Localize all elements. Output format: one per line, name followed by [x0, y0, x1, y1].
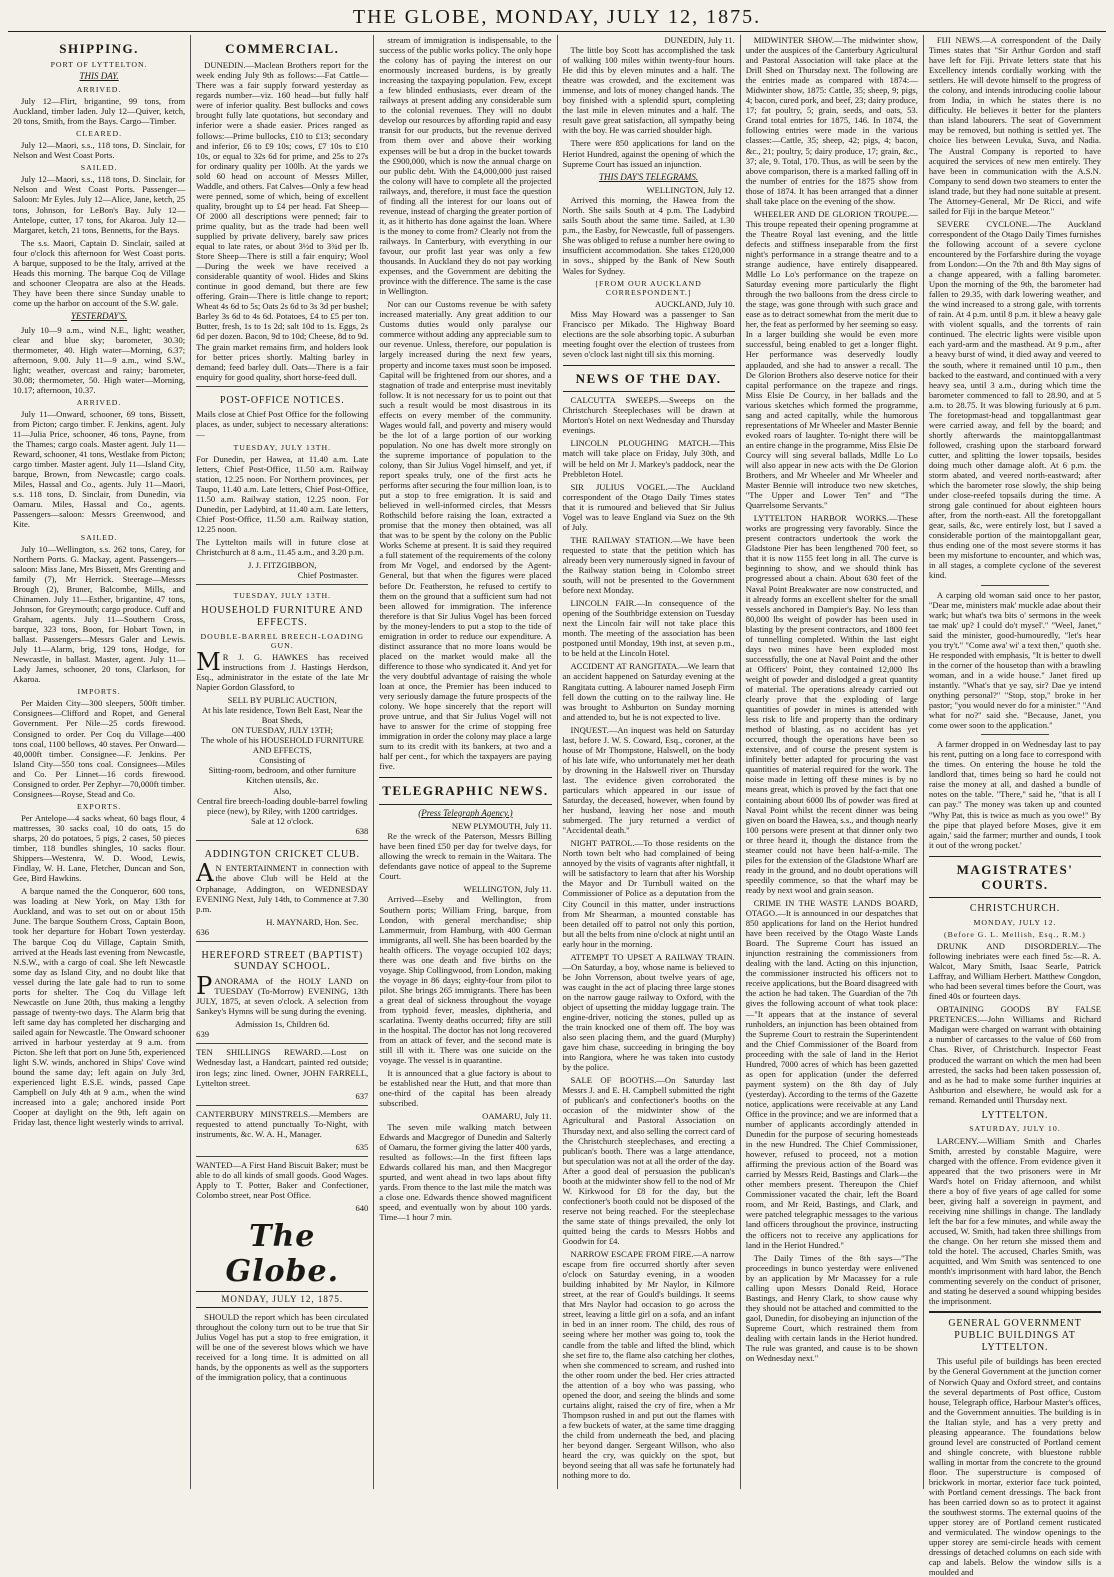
auction-sell: SELL BY PUBLIC AUCTION,	[227, 695, 337, 706]
wellington-text: Arrived—Eseby and Wellington, from Southern ports; William Fring, barque, from London, with general merchandise; ship Lammermuir, from Hamburg, with 400 German immigrants, all well. She has been boarded by the health officers. The voyage occupied 102 days; there was one death and five births on the voyage. Ship Collingwood, from London, making the voyage in 86 days; eighty-four from pilot to pilot. She brings 265 immigrants. There has been a great deal of sickness throughout the voyage from typhoid fever, measles, diphtheria, and scarlatina. Twenty deaths occurred; fifty are still in the hospital. The doctor has not long recovered from an attack of fever, and the second mate is still ill with it. There was one suicide on the voyage. The vessel is in quarantine.	[379, 894, 552, 1066]
column-editorial	[373, 35, 556, 1489]
minstrels-number: 635	[355, 1141, 369, 1152]
exports-heading: EXPORTS.	[77, 801, 122, 811]
wellington-text-2: It is announced that a glue factory is about to be established near the Hutt, and that more than one-third of the capital has been already subscribed.	[379, 1068, 552, 1109]
cricket-body-text: N ENTERTAINMENT in connection with the above Club will be Held at the Orphanage, Addington, on WEDNESDAY EVENING Next, July 14th, to Commence at 7.30 p.m.	[196, 863, 369, 914]
this-day-heading: THIS DAY.	[79, 71, 119, 82]
auction-on: ON TUESDAY, JULY 13TH;	[231, 725, 333, 736]
news-daily-times: The Daily Times of the 8th says—"The proceedings in bunco yesterday were enlivened by an application by Mr Macassey for a rule calling upon Messrs Donald Reid, Horace Bastings, and Henry Clark, to show cause why they should not be attached and committed to the gaol, Dunedin, for disobeying an injunction of the Supreme Court, which restrained them from dealing with certain lands in the Heriot hundred. The rule was granted, and cause is to be shown on Wednesday next."	[745, 1252, 918, 1364]
auction-body-text: R J. G. HAWKES has received instructions from J. Hastings Herdson, Esq., administrator in the estate of the late Mr Napier Gordon Glassford, to	[196, 651, 369, 693]
auction-advert	[196, 584, 368, 836]
auction-consisting: Consisting of	[259, 755, 306, 766]
news-patrol: NIGHT PATROL.—To those residents on the North town belt who had complained of being annoyed by the visits of vagrants after nightfall, it will be satisfactory to learn that after his Worship the Mayor and Dr Turnbull waited on the Commissioner of Police as a deputation from the City Council in this matter, under instructions from Mr Shearman, a mounted constable has been detailed off to patrol not only this portion, but all the belts from nine o'clock at night until an early hour in the morning.	[562, 838, 735, 949]
editorial-lead: SHOULD the report which has been circulated throughout the colony turn out to be true that Sir Julius Vogel has put a stop to free emigration, it will be one of the severest blows which we have received for a long time. It is admitted on all hands, by the opponents as well as the supporters of the immigration policy, that a continuous	[196, 1311, 369, 1383]
divider	[929, 1311, 1101, 1313]
wellington-dateline: WELLINGTON, July 11.	[463, 884, 552, 895]
commercial-heading: COMMERCIAL.	[225, 41, 340, 56]
column-commercial	[190, 35, 373, 1489]
masthead	[0, 0, 1114, 30]
cricket-title: ADDINGTON CRICKET CLUB.	[204, 848, 360, 860]
news-fiji: FIJI NEWS.—A correspondent of the Daily Times states that "Sir Arthur Gordon and staff have left for Fiji. Private letters state that his Excellency intends cordially working with the settlers. He will devote himself to the progress of the colony, and intends introducing coolie labour from India, in which he states there is no difficulty. He believes it better for the planters than island labourers. The seat of Government may be removed, but nothing is settled yet. The choice lies between Levuka, Suva, and Nadia. The Austral Company is reported to have acquired the services of new men entirely. They have been in communication with the A.S.N. Company to send down two steamers to enter the island trade, but they had none suitable at present. The Attorney-General, Mr De Ricci, and wife sailed for Fiji in the barque Meteor."	[928, 35, 1102, 216]
cricket-advert	[196, 840, 368, 937]
post-text: For Dunedin, per Hawea, at 11.40 a.m. Late letters, Chief Post-Office, 11.50 a.m. Railway station, 12.25 noon. For Northern provinces, per Taupo, 11.40 a.m. Late letters, Chief Post-Office, 11.50 a.m. Railway station, 12.25 noon. For Dunedin, per Ladybird, at 11.40 a.m. Late letters, Chief Post-Office, 11.50 a.m. Railway station, 12.25 noon.	[196, 453, 369, 534]
port-heading: PORT OF LYTTELTON.	[50, 60, 148, 70]
wanted-body: WANTED—A First Hand Biscuit Baker; must be able to do all kinds of small goods. Good Wages. Apply to T. Potter, Baker and Confectioner, Colombo street, near Post Office.	[196, 1159, 369, 1200]
auction-number: 638	[355, 825, 369, 836]
post-note: The Lyttelton mails will in future close at Christchurch at 8 a.m., 11.45 a.m., and 3.20 p.m.	[196, 537, 369, 558]
school-title: HEREFORD STREET (BAPTIST) SUNDAY SCHOOL.	[201, 949, 363, 973]
news-waste-lands: CRIME IN THE WASTE LANDS BOARD, OTAGO.—It is announced in our despatches that 850 applications for land on the Heriot hundred have been received by the Otago Waste Lands Board. The Supreme Court has issued an injunction restraining the commissioners from dealing with the land. Acting on this injunction, the commissioner instructed his officers not to receive applications, but the Board disagreed with the action he had taken. The Guardian of the 7th gives the following account of what took place:—"It appears that at the instance of several runholders, an injunction has been obtained from the Supreme Court to restrain the Superintendent and the Chief Commissioner of the Board from proceeding with the sale of land in the Heriot Hundred, 7000 acres of which has been gazetted as open for application (under the deferred payment system) on the 8th day of July (yesterday). According to the terms of the Gazette notice, applications were receivable at any Land Office in the province; and we are informed that a number of applicants accordingly attended in Dunedin for the purpose of securing homesteads in the new Hundred. The Chief Commissioner, however, refused to proceed, not a motion affirming the previous action of the Board was carried by Messrs Reid, Bastings and Clark—the other members present. Thereupon the Chief Commissioner vacated the chair, left the Board room, and Mr Reid, Bastings, and Clark, and were patched telegraphic messages to the various land officers throughout the province, instructing the officers not to receive any applications for land in the Heriot Hundred."	[745, 897, 918, 1250]
post-date: TUESDAY, JULY 13TH.	[233, 442, 332, 452]
minstrels-body: CANTERBURY MINSTRELS.—Members are requested to attend punctually To-Night, with instruments, &c. W. A. H., Manager.	[196, 1108, 369, 1139]
court-drunk: DRUNK AND DISORDERLY.—The following inebriates were each fined 5s:—R. A. Walcot, Mary Smith, Isaac Searle, Patrick Laffray, and William Herbert. Matthew Congdon, who had been several times before the Court, was fined 40s or fourteen days.	[928, 941, 1102, 1002]
news-troupe: WHEELER AND DE GLORION TROUPE.—This troupe repeated their opening programme at the Theatre Royal last evening, and the little defects and stiffness inseparable from the first night's performance in a strange theatre and to a strange audience, have entirely disappeared. Mdlle Lo Lo's performance on the trapeze on Saturday evening more particularly the flight through the two balloons from the dress circle to the stage, was gone through with such grace and ease as to detract somewhat from the merit due to her, the feat as performed by her seeming so easy. In a larger building she would be even more successful, being enabled to get a longer flight. Her performance was deservedly loudly applauded, and she had to answer a recall. The De Glorion Brothers also deserve notice for their capital performance on the trapeze and rings. Miss Elsie De Courcy, in her ballads and the various sketches which formed the programme, sang and acted capitally, while the humorous representations of Mr Wheeler and Master Bennie evoked roars of laughter. To-night there will be an entire change in the programme, Miss Elsie De Courcy will sing several ballads, Mdlle Lo Lo will also appear in new acts with the De Glorion Brothers, and Mr Wheeler and Mr Wheeler and Master Bennie will introduce two new sketches, "The Upper and Lower Ten" and "The Quarrelsome Servants."	[745, 208, 918, 511]
imports-text: Per Maiden City—300 sleepers, 500ft timber. Consignees—Clifford and Ropet, and General Government. Per Nile—25 cords firewood. Consigned to order. Per Coq du Village—400 tons coal, 1100 bellows, 40 staves. Per Onward—40,000ft timber. Consignee—F. Jenkins. Per Island City—550 tons coal. Consignees—Miles and Co. Per Linnet—16 cords firewood. Consigned to order. Per Zephyr—70,000ft timber. Consignees—Royse, Stead and Co.	[13, 698, 186, 799]
separator	[981, 585, 1050, 586]
market-report: DUNEDIN.—Maclean Brothers report for the week ending July 9th as follows:—Fat Cattle—There was a fair supply forward yesterday as regards number—viz. 160 head—but fully half were of inferior quality. Best bullocks and cows brought fully late quotations, but secondary and inferior were a shade easier. Prices ranged as follows:—Prime bullocks, £10 to £13; secondary and inferior, £6 to £9 10s; cows, £7 10s to £10 10s, or equal to 32s 6d for prime, and 25s to 27s for ordinary quality per 100lb. At the yards we sold 60 head on account of Messrs Miller, Waddle, and others. Fat Calves—Only a few head were penned, some of which, being of excellent quality, brought up to £4 per head. Fat Sheep—Of 2000 all descriptions were penned; fair to prime quality, but as the trade had been well supplied by private delivery, barely saw prices equal to late rates, or about 3½d to 3¾d per lb. Store Sheep—There is still a fair enquiry; Wool—During the week we have received a considerable quantity of wool. Hides and Skins continue in good demand, but there are few offering. Grain—There is little change to report; Wheat 4s 6d to 5s; Oats 2s 6d to 3s 3d per bushel; Barley 3s 6d to 4s 6d. Potatoes, £4 to £5 per ton. Butter, fresh, 1s to 1s 2d; salt 10d to 1s. Eggs, 2s 6d per dozen. Bacon, 9d to 10d; Cheese, 8d to 9d. The grain market remains firm, and holders look for better prices shortly. Malting barley in demand; feed barley dull. Oats—There is a fair enquiry for good quality, short horse-feed dull.	[196, 60, 369, 382]
magistrates-heading: MAGISTRATES' COURTS.	[929, 856, 1101, 898]
school-advert	[196, 941, 368, 1040]
dropcap-p: P	[196, 972, 213, 1001]
masthead-title: THE GLOBE, MONDAY, JULY 12, 1875.	[352, 6, 762, 28]
todays-telegrams-heading: THIS DAY'S TELEGRAMS.	[599, 171, 699, 182]
wanted-advert	[196, 1156, 368, 1213]
news-fair: LINCOLN FAIR.—In consequence of the opening of the Southbridge extension on Tuesday next the Lincoln fair will not take place this month. The meeting of the association has been postponed until Monday, 19th inst, at seven p.m., to be held at the Lincoln Hotel.	[562, 598, 735, 659]
shipping-news: A barque named the the Conqueror, 600 tons, was loading at New York, on May 13th for Auckland, and was to set out on or about 15th June. The barque Southern Cross, Captain Boon, took her departure for Hobart Town yesterday. The barque Coq du Village, Captain Smith, arrived at the Heads last evening from Newcastle, N.S.W., with a cargo of coal. She left Newcastle some day as Island City, and no doubt like that vessel during the late gale had to run to some ports for shelter. The Coq du Village left Newcastle on June 20th, thus making a lengthy passage of twenty-two days. The Alarm brig that left same day has completed her discharging and sailed again for Newcastle. The Onward schooner arrived in harbour yesterday at 9 a.m. from Picton. She left that port on June 5th, experienced light S.W. winds, anchored in Ships' Cove wind bound the same day; left again on July 3rd, experienced light E.S.E. winds, passed Cape Campbell on July 4th at 9 a.m., when the wind increased into a gale; anchored inside Port Cooper at daylight on the 9th, left again on Friday last, thence light westerly winds to arrival.	[13, 886, 186, 1128]
auckland-text: Miss May Howard was a passenger to San Francisco per Mikado. The Highway Board elections are the sole absorbing topic. A suburban meeting fought over the election of trustees from seven o'clock last night till six this morning.	[562, 308, 735, 359]
news-upset: ATTEMPT TO UPSET A RAILWAY TRAIN.—On Saturday, a boy, whose name is believed to be John Vorrenson, about twelve years of age, was caught in the act of placing three large stones on the narrow gauge railway to Oxford, with the object of upsetting the midday luggage train. The engine-driver, noticing the stones, pulled up as the train knocked one of them off. The boy was also seen placing them, and the guard (Murphy) gave him chase, succeeding in bringing the boy into Rangiora, where he was taken into custody by the police.	[562, 951, 735, 1073]
news-sweeps: CALCUTTA SWEEPS.—Sweeps on the Christchurch Steeplechases will be drawn at Morton's Hotel on next Wednesday and Thursday evenings.	[562, 395, 735, 436]
newspaper-columns	[8, 35, 1106, 1577]
wanted-number: 640	[355, 1203, 369, 1214]
auckland-dateline: AUCKLAND, July 10.	[654, 298, 735, 309]
auction-time: Sale at 12 o'clock.	[250, 815, 314, 826]
cleared-text: July 12—Maori, s.s., 118 tons, D. Sinclair, for Nelson and West Coast Ports.	[13, 140, 186, 161]
auction-whole: The whole of his HOUSEHOLD FURNITURE AND EFFECTS,	[200, 735, 364, 756]
reward-number: 637	[355, 1090, 369, 1101]
auction-sub: DOUBLE-BARREL BREECH-LOADING GUN.	[200, 631, 364, 650]
yesterday-sailings: July 10—Wellington, s.s. 262 tons, Carey, for Northern Ports. G. Mackay, agent. Passengers—saloon: Miss Jane, Mrs Bissett, Mrs Grenting and family (7), Mr Herrick. Steerage—Messrs Brough (2), Bruner, Balcombe, Mills, and Chinamen. July 11—Esther, brigantine, 47 tons, Johnson, for Greymouth; cargo produce. Cuff and Graham, agents. July 11—Southern Cross, barque, 323 tons, Boon, for Hobart Town, in ballast. Passengers—Messrs Galer and Lewis. July 11—Alarm, brig, 129 tons, Hodge, for Newcastle, in ballast. Master, agent. July 11—Lady James, schooner, 20 tons, Clarkson, for Akaroa.	[13, 543, 186, 685]
column-misc	[923, 35, 1106, 1577]
auckland-correspondent: [FROM OUR AUCKLAND CORRESPONDENT.]	[595, 278, 702, 297]
arrived-heading: ARRIVED.	[76, 84, 122, 94]
post-office-notice	[196, 386, 368, 581]
oamaru-text: The seven mile walking match between Edwards and Macgregor of Dunedin and Salterly of Oamaru, the former giving the latter 400 yards, resulted as follows:—In the first fifteen laps Edwards collared his man, and then Macgregor spurted, and went ahead in two laps about fifty yards. From thence to the last mile the match was a close one. Edwards thence showed magnificent speed, and eventually won by about 100 yards. Time—1 hour 7 min.	[379, 1121, 552, 1222]
exports-text: Per Antelope—4 sacks wheat, 60 bags flour, 4 mattresses, 30 sacks coal, 10 do oats, 15 do sharps, 20 do potatoes, 5 pigs, 2 cases, 50 pieces timber, 118 bundles shingles, 10 sacks flour. Shippers—Westenra, W. D. Wood, Lewis, Findlay, W. H. Lane, Fletcher, Duncan and Son, Gee, Bird Hawkins.	[13, 812, 186, 884]
minstrels-advert	[196, 1105, 368, 1152]
sailed-heading: SAILED.	[80, 163, 118, 173]
news-booths: SALE OF BOOTHS.—On Saturday last Messrs J. and E. H. Campbell submitted the right of publican's and confectioner's booths on the occasion of the midwinter show of the Agricultural and Pastoral Association on Thursday next, and also selling the correct card of the Christchurch steeplechases, and erecting a publican's booth. There was a large attendance, but speculation was not at all the order of the day. After a good deal of persuasion the publican's booth at the midwinter show fell to the nod of Mr W. Kirkwood for £8 for the day, but the confectioner's booth could not be disposed of the reserve not being reached. For the steeplechase the same state of things prevailed, the only lot quitted being the cards to Messrs Hobbs and Goodwin for £4.	[562, 1075, 735, 1247]
anecdote-farmer: A farmer dropped in on Wednesday last to pay his rent, putting on a long face to correspond with the times. On entering the house he told the landlord that, times being so hard he could not raise the money at all, and dashed a bundle of notes on the table. "There," said he, "that is all I can pay." The money was taken up and counted "Why Pat, this is twice as much as you owe!" By the pipe that played before Moses, give it em again,' said the farmer; murther and ounds, I took it out of the wrong pocket.'	[928, 739, 1102, 850]
yesterdays-heading: YESTERDAY'S.	[70, 311, 128, 321]
separator	[981, 734, 1050, 735]
shipping-notes: The s.s. Maori, Captain D. Sinclair, sailed at four o'clock this afternoon for West Coast ports. A barque, supposed to be the Italy, arrived at the Heads this morning. The barque Coq de Village and schooner Cleopatra are also at the Heads. They have been there since Sunday unable to come up the harbor on account of the S.W. gale.	[13, 237, 186, 308]
dropcap-m: M	[196, 647, 221, 676]
column-shipping	[8, 35, 190, 1489]
auction-title: HOUSEHOLD FURNITURE AND EFFECTS.	[201, 605, 364, 628]
post-signature-title: Chief Postmaster.	[297, 570, 359, 581]
christchurch-before: (Before G. L. Mellish, Esq., R.M.)	[944, 929, 1086, 939]
dunedin-text-2: There were 850 applications for land on the Heriot Hundred, against the opening of which the Supreme Court has issued an injunction.	[562, 138, 735, 169]
court-larceny: LARCENY.—William Smith and Charles Smith, arrested by constable Maguire, were charged with the offence. From evidence given it appeared that the two prisoners were in Mr Ward's hotel on Friday afternoon, and whilst there a boy of five years of age called for some beer, giving half a sovereign in payment, and receiving nine shillings in change. The landlady left the bar for a few minutes, and while away the accused, W. Smith, had taken three shillings from the change. On her return she missed them and told the hotel. The accused, Charles Smith, was acquitted, and Wm Smith was sentenced to one month's imprisonment with hard labor, the Bench commenting severely on the conduct of prisoner, and stating he deserved a sound whipping besides the imprisonment.	[928, 1135, 1102, 1307]
news-of-the-day-heading: NEWS OF THE DAY.	[563, 365, 735, 392]
post-heading: POST-OFFICE NOTICES.	[219, 394, 345, 406]
imports-heading: IMPORTS.	[77, 687, 121, 697]
oamaru-dateline: OAMARU, July 11.	[482, 1111, 552, 1122]
anecdote-woman: A carping old woman said once to her pastor, "Dear me, ministers mak' muckle adae about their wark; but what's twa bits o' sermons in the week tae mak' up? I could do't mysel'." "Weel, Janet," said the minister, good-humouredly, "let's hear you try't." "Come awa' wi' a text then," quoth she. He responded with emphasis, "It is better to dwell in the corner of the housetop than with a brawling woman, and in a wide house." Janet fired up instantly. "What's that ye say, sir? Dae ye intend onything personal?" "Stop, stop," broke in her pastor; "you would never do for a minister." "And what for no?" said she. "Because, Janet, you come ower soon to the application."	[928, 589, 1102, 731]
column-news	[557, 35, 740, 1489]
auction-date: TUESDAY, JULY 13TH.	[233, 591, 332, 601]
auction-place: At his late residence, Town Belt East, Near the Boat Sheds,	[201, 705, 363, 726]
dunedin-text: The little boy Scott has accomplished the task of walking 100 miles within twenty-four hours. He did this by eleven minutes and a half. The theatre was crowded, and the excitement was immense, and lots of money changed hands. The boy finished with a splendid spurt, completing the last mile in eleven minutes and a half. The result gave great satisfaction, all sympathy being with the boy. He was carried shoulder high.	[562, 45, 735, 136]
gov-buildings-text: This useful pile of buildings has been erected by the General Government at the junction corner of Norwich Quay and Oxford street, and contains the several departments of Post office, Custom house, Telegraph office, Harbour Master's offices, and the Government annuities. The building is in the Italian style, and has a very pretty and pleasing appearance. The foundations below ground level are constructed of Portland cement and shingle concrete, with bluestone rubble walling in mortar from the concrete to the ground floor. The superstructure is composed of brickwork in mortar, exterior face tuck pointed, with Portland cement dressings. The back front has been carried down so as to protect it against the southwest storms. The external quoins of the upper storey are of Portland cement rusticated and vermiculated. The window openings to the upper storey are semi-circle heads with cement dressings of detached columns on each side with cap and labels. Below the window sills is a moulded and	[928, 1356, 1102, 1577]
new-plymouth-text: Re the wreck of the Paterson, Messrs Billing have been fined £50 per day for twelve days, for allowing the wreck to remain in the Waitara. The defendants gave notice of appeal to the Supreme Court.	[379, 831, 552, 882]
auction-gun: Central fire breech-loading double-barrel fowling piece (new), by Riley, with 1200 cartridges.	[197, 795, 368, 816]
new-plymouth-dateline: NEW PLYMOUTH, July 11.	[451, 821, 552, 832]
lyttelton-date: SATURDAY, JULY 10.	[969, 1124, 1061, 1134]
editorial-text-1: stream of immigration is indispensable, to the success of the public works policy. The only hope the colony has of paying the interest on our enormously increased burdens, is by greatly increasing the taxpaying population. Few, except a few blinded enthusiasts, ever dream of the railways at present adding any considerable sum to the colonial revenues. They will no doubt develop our resources by affording rapid and easy transit for our products, but the revenue derived from them over and above their working expenses will be but a drop in the bucket towards the £900,000, which is now the annual charge on our public debt. With the £4,000,000 just raised the colony will have to complete all the projected railways, and, therefore, it must face the question of finding all the interest for our loans out of revenue, instead of charging the greater portion of it, as it hitherto has done against the loan. Where is the money to come from? Clearly not from the railways. In Canterbury, with everything in our favour, our profit last year was only a few thousands. In Auckland they do not pay working expenses, and the Government are debiting the province with the difference. The same is the case in Wellington.	[379, 35, 552, 297]
news-escape: NARROW ESCAPE FROM FIRE.—A narrow escape from fire occurred shortly after seven o'clock on Saturday evening, in a wooden building inhabited by Mr Naylor, in Kilmore street, at the rear of Gould's buildings. It seems that Mrs Naylor had occasion to go across the street, leaving a little girl on a sofa, and an infant in bed in an inner room. The child, des rous of seeing where her mother was going to, took the candle from the table and lifted the blind, which she set fire to, the flame also catching her clothes, when she commenced to scream, and rushed into the other room under the bed. Her cries attracted the attention of a boy who was passing, who opened the door, and seeing the blinds and some curtains alight, raised the cry of fire, when a Mr Thompson rushed in and put out the flames with a few buckets of water, at the same time dragging the child from underneath the bed, and placing her beyond danger. Sergeant Willson, who also heard the cry, was quickly on the spot, but beyond seeing that all was safe he fortunately had nothing more to do.	[562, 1249, 735, 1481]
column-news-continued	[740, 35, 923, 1489]
shipping-heading: SHIPPING.	[59, 41, 139, 56]
post-intro: Mails close at Chief Post Office for the following places, as under, subject to necessary alterations:—	[196, 409, 369, 440]
editorial-text-2: Nor can our Customs revenue be with safety increased materially. Any great addition to our Customs duties would only paralyse our commerce without adding any appreciable sum to our revenue. Unless, therefore, our population is largely increased during the next few years, property and income taxes must soon be imposed. Capital will be frightened from our shores, and a stagnation of trade and enterprise must inevitably follow. It is not necessary for us to point out that such a result would be most disastrous in its effects on every member of the community. Wages would fall, and poverty and misery would be the lot of a large portion of our working population. No one has dwelt more strongly on the supreme importance of population to the colony, than Sir Julius Vogel himself, and yet, if report speaks truly, one of the first acts he performs after securing the four million loan, is to put a stop to free emigration. It is said and believed in well-informed circles, that Messrs Rothschild before raising the loan, extracted a promise that the money then obtained, was all that was to be spent by the colony on the Public Works Scheme at present. It is said they required a full statement of the requirements of the colony from Mr Vogel, and endorsed by the Agent-General, but that when the figures were placed before Dr. Featherston, he refused to certify to them on the ground that a sufficient sum had not been allowed for immigration. The inference therefore is that Sir Julius Vogel has been forced by the money-lenders to put a stop to the tide of emigration in order to reduce our expenditure. A distinct assurance that no more loans would be placed on the market would make all the difference to those who syndicated it. And yet for the very doubtful advantage of raising the whole loan at once, the Premier has been induced to very seriously damage the future prospects of the colony. We hope sincerely that the report will prove untrue, and that Sir Julius Vogel will not have to answer for the crime of stopping free immigration in order the colony may place a large sum to its credit with its bankers, at two and a half per cent., for which the taxpayers are paying five.	[379, 299, 552, 772]
news-harbor: LYTTELTON HARBOR WORKS.—These works are progressing very favorably. Since the present contractors undertook the work the Gladstone Pier has been lengthened 700 feet, so that it is now 1155 feet long in all. The curve is beginning to show, and we should think has progressed about a chain. About 630 feet of the Naval Point Breakwater are now constructed, and it already forms an excellent shelter for the small vessels anchored in Dampier's Bay. No less than 80,000 lbs weight of powder has been used in blasting by the present contractors, and 1800 feet of tunnelling completed. Within the last eight days two mines have been exploded most successfully, the one at Naval Point and the other at Officers' Point, they contained 12,000 lbs weight of powder and dislodged a great quantity of material. The operations already carried out clearly prove that the exploding of large quantities of powder in mines is attended with less risk to life and property than the ordinary method of blasting, as no accident has yet occurred, though the operations have been so extensive, and of course the present system is infinitely better adapted for procuring the vast quantities of material required for the work. The noise made in letting off these mines is by no means great, which is proved by the fact that one containing about 6000 lbs of powder was fired at Naval Point whilst the recent dinner was being given on board the Hawea, s.s., and though nearly 100 persons were present at that dinner only two or three heard it, though the distance from the steamer could not have been half-a-mile. The piles for the extension of the Gladstone Wharf are ready in the ground, and no doubt operations will speedily commence, so that the wharf may be ready by next wool and grain season.	[745, 513, 918, 895]
yesterday-sailed-heading: SAILED.	[80, 532, 118, 542]
cricket-body	[196, 859, 369, 914]
wellington-telegram: Arrived this morning, the Hawea from the North. She sails South at 4 p.m. The Ladybird sails South about the same time. Sailed, at 1.30 p.m., the Easby, for Newcastle, full of passengers. She was obliged to refuse a number here owing to insufficient accommodation. She takes £120,000 in sovs., shipped by the Bank of New South Wales for Sydney.	[562, 195, 735, 276]
wellington-dateline-2: WELLINGTON, July 12.	[646, 185, 735, 196]
school-body-text: ANORAMA of the HOLY LAND on TUESDAY (To-Morrow) EVENING, 13th JULY, 1875, at seven o'clock. A selection from Sankey's Hymns will be sung during the evening.	[196, 976, 369, 1017]
dropcap-a: A	[196, 859, 214, 888]
reward-advert	[196, 1043, 368, 1100]
gov-buildings-heading: GENERAL GOVERNMENT PUBLIC BUILDINGS AT LYTTELTON.	[948, 1318, 1082, 1353]
reward-body: TEN SHILLINGS REWARD.—Lost on Wednesday last, a Handcart, painted red outside; iron legs; zinc lined. Owner, JOHN FARRELL, Lyttelton street.	[196, 1047, 369, 1088]
arrivals-text: July 12—Flirt, brigantine, 99 tons, from Auckland, timber laden. July 12—Quiver, ketch, 20 tons, Smith, from the Bays. Cargo—Timber.	[13, 95, 186, 127]
masthead-rule	[8, 31, 1106, 32]
yesterday-weather: July 10—9 a.m., wind N.E., light; weather, clear and blue sky; barometer, 30.30; thermometer, 40. High water—Morning, 6.37; afternoon, 9.00. July 11—9 a.m., wind S.W., light; weather, overcast and rainy; barometer, 30.08; thermometer, 50. High water—Morning, 10.17; afternoon, 10.37.	[13, 324, 186, 395]
school-body	[196, 972, 369, 1017]
news-cyclone: SEVERE CYCLONE.—The Auckland correspondent of the Otago Daily Times furnishes the following account of a severe cyclone encountered by the Forfarshire during the voyage from London:—On the 7th and 8th May signs of a change appeared, with a falling barometer. Upon the morning of the 9th, the barometer had fallen to 29.35, with dark lowering weather, and the wind increased to a strong gale, with torrents of rain. At 4 p.m. until 8 p.m. it blew a heavy gale with violent squalls, and the torrents of rain continued. The electric lights were visible upon each yard-arm and the masthead. At 9 p.m., after a heavy burst of wind, it died away and veered to the south, where it remained until 10 p.m., then backed to the eastward, and continued with a very heavy sea, until 3 a.m., during which time the barometer commenced to fall to 28.90, and at 5 a.m. to 28.75. It was blowing furiously at 6 p.m. The foretopmast-head and topgallantmast gear were carried away, and fell by the board; and shortly afterwards the maintopgallantmast followed, crashing upon the starboard forward cutter, and splitting the lower topsails, besides doing much other damage aloft. At 6 p.m. the storm abated, and veered north-eastward; after which the barometer rose slowly, the ship being under close-reefed topsails during the time. A strong gale continued for about eighteen hours after, from the north-east. All the foretopgallant gear, sails, &c, were entirely lost, but I saved a considerable portion of the maintopgallant gear, thus ending one of the most severe storms it has been my misfortune to encounter, and which was, in all stages, a complete cyclone of the severest kind.	[928, 218, 1102, 581]
news-railway: THE RAILWAY STATION.—We have been requested to state that the petition which has already been very numerously signed in favour of the Railway station being in Colombo street south, will not be presented to the Government before next Monday.	[562, 534, 735, 596]
auction-body	[196, 647, 369, 693]
cricket-signature: H. MAYNARD, Hon. Sec.	[266, 916, 359, 927]
news-inquest: INQUEST.—An inquest was held on Saturday last, before J. W. S. Coward, Esq., coroner, at the house of Mr Thompstone, Halswell, on the body of his late wife, who unfortunately met her death by drowning in the Halswell river on Thursday last. The evidence given corroborated the particulars which appeared in our issue of Saturday, the deceased, however, when found by her husband, leaving her nose and mouth submerged. The jury returned a verdict of "Accidental death."	[562, 724, 735, 836]
yesterday-arrived-heading: ARRIVED.	[76, 397, 122, 407]
cleared-heading: CLEARED.	[76, 129, 123, 139]
court-pretences: OBTAINING GOODS BY FALSE PRETENCES.—John Williams and Richard Madigan were charged on warrant with obtaining a number of carcasses to the value of £60 from Chas. River, of Christchurch. Inspector Feast produced the warrant on which the men had been arrested, the sacks had been taken possession of, and as he had to make some further inquiries at Ashburton and elsewhere, he would ask for a remand. Remanded until Thursday next.	[928, 1004, 1102, 1105]
christchurch-heading: CHRISTCHURCH.	[969, 903, 1061, 915]
lyttelton-heading: LYTTELTON.	[981, 1109, 1049, 1121]
school-admission: Admission 1s, Children 6d.	[235, 1019, 330, 1030]
post-signature: J. J. FITZGIBBON,	[248, 560, 317, 571]
globe-dateline: MONDAY, JULY 12, 1875.	[196, 1291, 368, 1308]
auction-items: Sitting-room, bedroom, and other furniture Kitchen utensils, &c.	[208, 765, 356, 786]
school-number: 639	[196, 1029, 210, 1040]
telegraphic-heading: TELEGRAPHIC NEWS.	[379, 777, 551, 804]
news-ploughing: LINCOLN PLOUGHING MATCH.—This match will take place on Friday, July 30th, and will be held on Mr J. Markey's paddock, near the Prebbleton Hotel.	[562, 438, 735, 479]
sailed-text: July 12—Maori, s.s., 118 tons, D. Sinclair, for Nelson and West Coast Ports. Passenger—Saloon: Mr Eyles. July 12—Alice, Jane, ketch, 25 tons, Johnson, for LeBon's Bay. July 12—Antelope, cutter, 17 tons, for Akaroa. July 12—Margaret, ketch, 21 tons, Bennetts, for the Bays.	[13, 174, 186, 235]
news-accident: ACCIDENT AT RANGITATA.—We learn that an accident happened on Saturday evening at the Rangitata cutting. A labourer named Joseph Firm fell down the cutting on to the railway line. He was brought to Ashburton on Sunday morning and attended to, but he is not expected to live.	[562, 661, 735, 722]
auction-also: Also,	[273, 785, 292, 796]
press-agency: (Press Telegraph Agency.)	[418, 807, 513, 818]
yesterday-arrivals: July 11—Onward, schooner, 69 tons, Bissett, from Picton; cargo timber. F. Jenkins, agent. July 11—Julia Price, schooner, 46 tons, Payne, from the Thames; cargo coals. Master agent. July 11—Reward, schooner, 41 tons, Westlake from Picton; cargo timber. Master agent. July 11—Island City, barque, Brown, from Newcastle; cargo coals. Miles, Hassal and Co., agents. July 11—Maori, s.s. 118 tons, D. Sinclair, from Dunedin, via Oamaru. Miles, Hassal and Co., agents. Passengers—saloon: Messrs Greenwood, and Kite.	[13, 408, 186, 530]
dunedin-dateline: DUNEDIN, July 11.	[664, 35, 735, 45]
globe-logo: The Globe.	[225, 1219, 340, 1290]
news-show: MIDWINTER SHOW.—The midwinter show, under the auspices of the Canterbury Agricultural and Pastoral Association will take place at the Drill Shed on Thursday next. The following are the entries made as compared with 1874:—Midwinter show, 1875: Cattle, 35; sheep, 9; pigs, 4; bacon, cured pork, and beef, 23; dairy produce, 17; fat poultry, 5; grain, seeds, and oats, 53. Grand total entries for 1875, 146. In 1874, the following entries were made in the various classes:—Cattle, 35; sheep, 42; pigs, 4; bacon, &c., 21; poultry, 5; dairy produce, 17; grain, &c., 37; ale, 9. Total, 170. Thus, as will be seen by the above comparison, there is a marked falling off in the number of entries for the 1875 show from those of 1874. It has been arranged that a dinner shall take place on the evening of the show.	[745, 35, 918, 206]
christchurch-date: MONDAY, JULY 12.	[973, 917, 1057, 927]
news-vogel: SIR JULIUS VOGEL.—The Auckland correspondent of the Otago Daily Times states that it is rumoured and believed that Sir Julius Vogel was to leave England via Suez on the 9th of July.	[562, 481, 735, 532]
cricket-number: 636	[196, 926, 210, 937]
